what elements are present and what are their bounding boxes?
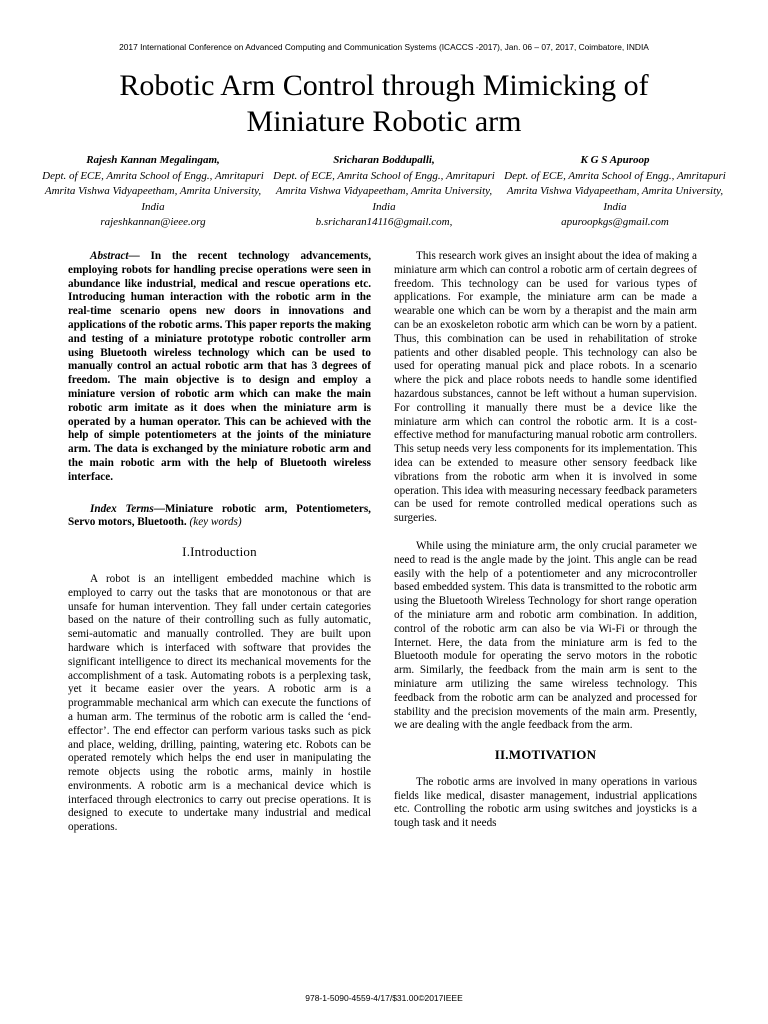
author-email: rajeshkannan@ieee.org bbox=[100, 216, 206, 228]
abstract bbox=[68, 250, 371, 485]
left-column bbox=[68, 250, 371, 835]
index-terms-label: Index Terms bbox=[90, 502, 154, 515]
author-name: K G S Apuroop bbox=[580, 154, 650, 166]
section-heading-motivation: II.MOTIVATION bbox=[494, 747, 597, 763]
author-email: apuroopkgs@gmail.com bbox=[561, 216, 669, 228]
author-dept: Dept. of ECE, Amrita School of Engg., Amritapuri bbox=[504, 169, 726, 182]
index-terms-suffix: (key words) bbox=[189, 516, 242, 529]
motivation-paragraph: The robotic arms are involved in many operations in various fields like medical, disaster management, industrial applications etc. Controlling the robotic arm using switches and joysticks is a tough task and it needs bbox=[394, 775, 697, 830]
abstract-text: — In the recent technology advancements, employing robots for handling precise operations were seen in abundance like industrial, medical and rescue operations etc. Introducing human interaction with the robotic arm in the real-time scenario opens new doors in innovations and applications of the robotic arms. This paper reports the making and testing of a miniature prototype robotic controller arm using Bluetooth wireless technology which can be used to manually control an actual robotic arm that has 3 degrees of freedom. The main objective is to design and employ a miniature version of robotic arm which can make the main robotic arm imitate as it does when the miniature arm is operated by a human operator. This can be achieved with the help of simple potentiometers at the joints of the miniature arm. The data is exchanged by the miniature robotic arm and the main robotic arm with the help of Bluetooth wireless interface. bbox=[68, 250, 371, 483]
paper-title: Robotic Arm Control through Mimicking of Miniature Robotic arm bbox=[119, 69, 649, 138]
author-institution: Amrita Vishwa Vidyapeetham, Amrita University, India bbox=[275, 185, 493, 213]
author-institution: Amrita Vishwa Vidyapeetham, Amrita University, India bbox=[506, 185, 724, 213]
author-1 bbox=[40, 153, 266, 231]
author-3 bbox=[502, 153, 728, 231]
author-dept: Dept. of ECE, Amrita School of Engg., Amritapuri bbox=[273, 169, 495, 182]
right-column bbox=[394, 250, 697, 831]
author-2 bbox=[271, 153, 497, 231]
author-email: b.sricharan14116@gmail.com, bbox=[315, 216, 453, 228]
section-heading-introduction: I.Introduction bbox=[182, 544, 257, 560]
introduction-paragraph: A robot is an intelligent embedded machine which is employed to carry out the tasks that are monotonous or that are unsafe for human intervention. They fall under certain categories based on the nature of their controlling such as fully automatic, semi-automatic and manually controlled. They are built upon hardware which is interfaced with software that provides the significant intelligence to direct its mechanical movements for the accomplishment of a task. Automating robots is a perplexing task, yet it became easier over the years. A robotic arm is a programmable mechanical arm which can execute the functions of a human arm. The terminus of the robotic arm is called the ‘end-effector’. The end effector can perform various tasks such as pick and place, welding, drilling, painting, watering etc. Robots can be operated remotely which helps the end user in manipulating the remote objects using the robotic arms, mainly in hostile environments. A robotic arm is a mechanical device which is interfaced through electronics to carry out precise operations. It is designed to execute to undertake many industrial and medical operations. bbox=[68, 572, 371, 834]
author-institution: Amrita Vishwa Vidyapeetham, Amrita University, India bbox=[44, 185, 262, 213]
author-name: Sricharan Boddupalli, bbox=[333, 154, 435, 166]
body-paragraph: While using the miniature arm, the only crucial parameter we need to read is the angle made by the joint. This angle can be read easily with the help of a potentiometer and any microcontroller based embedded system. This data is transmitted to the robotic arm using the Bluetooth Wireless Technology for short range operation of the miniature arm and robotic arm combination. In addition, control of the robotic arm can also be via Wi-Fi or through the Internet. Here, the data from the miniature arm is fed to the Bluetooth module for operating the servo motors in the robotic arm. Similarly, the feedback from the main arm is sent to the miniature arm utilizing the same wireless technology. This feedback from the robotic arm can be analyzed and processed for stability and the precision movements of the main arm. Presently, we are dealing with the angle feedback from the arm. bbox=[394, 539, 697, 732]
abstract-label: Abstract bbox=[90, 250, 129, 262]
index-terms-text: —Miniature robotic arm, Potentiometers, Servo motors, Bluetooth. bbox=[68, 502, 371, 529]
conference-header: 2017 International Conference on Advanced Computing and Communication Systems (ICACCS -2017), Jan. 06 – 07, 2017, Coimbatore, INDIA bbox=[119, 42, 649, 52]
author-block bbox=[40, 153, 728, 231]
copyright-footer: 978-1-5090-4559-4/17/$31.00©2017IEEE bbox=[305, 993, 463, 1003]
author-dept: Dept. of ECE, Amrita School of Engg., Amritapuri bbox=[42, 169, 264, 182]
body-paragraph: This research work gives an insight about the idea of making a miniature arm which can control a robotic arm of certain degrees of freedom. This technology can be used for various types of applications. For example, the miniature arm can be made a wearable one which can be worn by a therapist and the main arm can be an exoskeleton robotic arm which can be worn by a patient. Thus, this combination can be used in rehabilitation of stroke patients and other disabled people. This technology can also be used for operating manual pick and place robots. In a scenario where the pick and place robots needs to handle some identified hazardous substances, cannot be left without a human supervision. For controlling it manually there must be a device like the miniature arm which can control the robotic arm. It is a cost-effective method for manufacturing manual robotic arm controllers. This setup needs very less components for its implementation. This idea can be extended to measure other sensory feedback like vibrations from the robotic arm when it is involved in some operation. This idea with measuring necessary feedback parameters can be used for remote controlled medical operations such as surgeries. bbox=[394, 250, 697, 525]
author-name: Rajesh Kannan Megalingam, bbox=[86, 154, 220, 166]
index-terms bbox=[68, 503, 371, 531]
